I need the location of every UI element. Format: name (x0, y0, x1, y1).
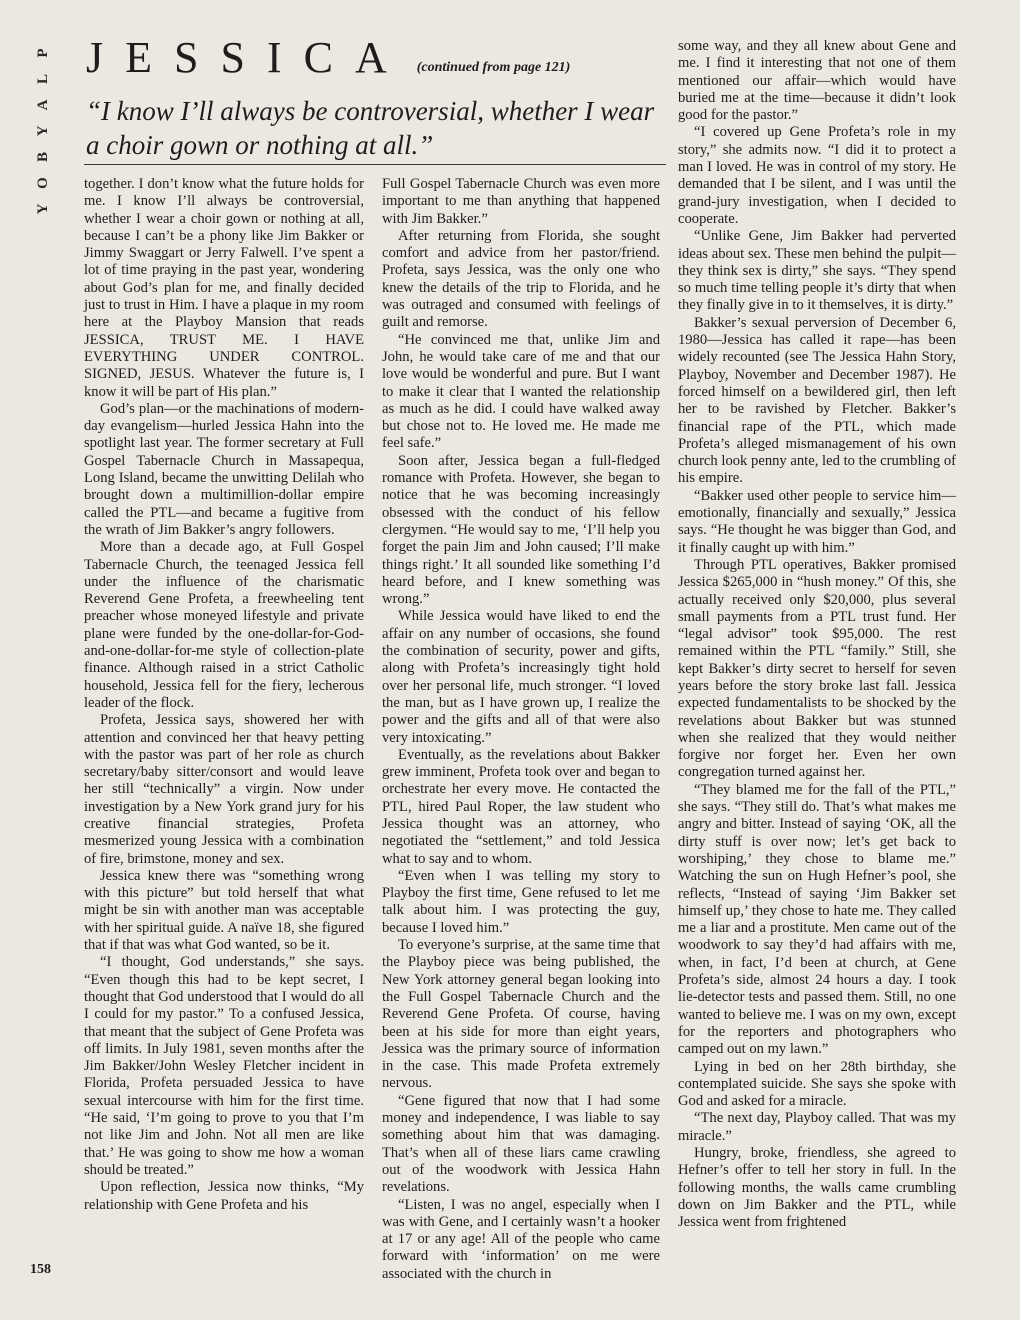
paragraph: “The next day, Playboy called. That was my miracle.” (678, 1110, 956, 1144)
paragraph: some way, and they all knew about Gene and me. I find it interesting that not one of them mentioned our affair—which would have buried me at the time—because it didn’t look good for the pastor.” (678, 38, 956, 124)
paragraph: Profeta, Jessica says, showered her with attention and convinced her that heavy petting with the pastor was part of her role as church secretary/baby sitter/consort and would leave her still “technically” a virgin. Now under investigation by a New York grand jury for his creative financial strategies, Profeta mesmerized young Jessica with a combination of fire, brimstone, money and sex. (84, 712, 364, 867)
column-3 (678, 38, 956, 1231)
magazine-name-letter: L (35, 74, 51, 85)
paragraph: “They blamed me for the fall of the PTL,” she says. “They still do. That’s what makes me angry and bitter. Instead of saying ‘OK, all the dirty stuff is over now; let’s get back to worshiping,’ they chose to blame me.” Watching the sun on Hugh Hefner’s pool, she reflects, “Instead of saying ‘Jim Bakker set himself up,’ they chose to hate me. They called me a liar and a prostitute. Men came out of the woodwork to say they’d had affairs with me, when, in fact, I’d been at church, at Gene Profeta’s side, almost 24 hours a day. I took lie-detector tests and passed them. Still, no one wanted to believe me. I was on my own, except for the reporters and photographers who camped out on my lawn.” (678, 781, 956, 1058)
paragraph: “Even when I was telling my story to Playboy the first time, Gene refused to let me talk about him. I was protecting the guy, because I loved him.” (382, 867, 660, 936)
paragraph: “Listen, I was no angel, especially when I was with Gene, and I certainly wasn’t a hooker at 17 or any age! All of the people who came forward with ‘information’ on me were associated with the church in (382, 1196, 660, 1282)
magazine-name-letter: P (35, 48, 51, 58)
paragraph: After returning from Florida, she sought comfort and advice from her pastor/friend. Profeta, says Jessica, was the only one who knew the details of the trip to Florida, and he was outraged and consumed with feelings of guilt and remorse. (382, 227, 660, 331)
paragraph: Eventually, as the revelations about Bakker grew imminent, Profeta took over and began to orchestrate her every move. He contacted the PTL, hired Paul Roper, the law student who Jessica thought was an attorney, who negotiated the “settlement,” and told Jessica what to say and to whom. (382, 746, 660, 867)
paragraph: Soon after, Jessica began a full-fledged romance with Profeta. However, she began to notice that he was becoming increasingly obsessed with the conduct of his fellow clergymen. “He would say to me, ‘I’ll help you forget the pain Jim and John caused; I’ll make things right.’ It all sounded like something I’d heard before, and I knew something was wrong.” (382, 452, 660, 608)
paragraph: “He convinced me that, unlike Jim and John, he would take care of me and that our love would be wonderful and pure. But I want to make it clear that I wanted the relationship as much as he did. I could have walked away but chose not to. He loved me. He made me feel safe.” (382, 331, 660, 452)
paragraph: Through PTL operatives, Bakker promised Jessica $265,000 in “hush money.” Of this, she actually received only $20,000, plus several small payments from a PTL trust fund. Her “legal advisor” took $95,000. The rest remained within the PTL “family.” Still, she kept Bakker’s dirty secret to herself for seven years before the story broke last fall. Jessica expected fundamentalists to be shocked by the revelations about Bakker but was stunned when she realized that they would neither forgive nor forget her. Even her own congregation turned against her. (678, 556, 956, 781)
paragraph: “Unlike Gene, Jim Bakker had perverted ideas about sex. These men behind the pulpit—they think sex is dirty,” she says. “They spend so much time telling people it’s dirty that when they finally give in to it themselves, it is dirty.” (678, 228, 956, 314)
column-2 (382, 176, 660, 1283)
paragraph: God’s plan—or the machinations of modern-day evangelism—hurled Jessica Hahn into the spotlight last year. The former secretary at Full Gospel Tabernacle Church in Massapequa, Long Island, became the unwitting Delilah who brought down a multimillion-dollar empire called the PTL—and became a fugitive from the wrath of Jim Bakker’s angry followers. (84, 400, 364, 538)
magazine-name-letter: A (35, 99, 51, 111)
paragraph: “I covered up Gene Profeta’s role in my story,” she admits now. “I did it to protect a man I loved. He was in control of my story. He demanded that I be silent, and I was until the grand-jury investigation, when I decided to cooperate. (678, 124, 956, 227)
column-1 (84, 176, 364, 1214)
paragraph: More than a decade ago, at Full Gospel Tabernacle Church, the teenaged Jessica fell under the influence of the charismatic Reverend Gene Profeta, a freewheeling tent preacher whose moneyed lifestyle and private plane were funded by the one-dollar-for-God-and-one-dollar-for-me style of collection-plate finance. Although raised in a strict Catholic household, Jessica fell for the fiery, lecherous leader of the flock. (84, 539, 364, 711)
header-rule (84, 164, 666, 165)
magazine-name-letter: B (35, 152, 51, 163)
article-title: JESSICA (86, 33, 409, 82)
paragraph: To everyone’s surprise, at the same time that the Playboy piece was being published, the New York attorney general began looking into the Full Gospel Tabernacle Church and the Reverend Gene Profeta. Of course, having been at his side for more than eight years, Jessica was the primary source of information in the case. This made Profeta extremely nervous. (382, 937, 660, 1092)
paragraph: Jessica knew there was “something wrong with this picture” but told herself that what might be sin with another man was acceptable with her spiritual guide. A naïve 18, she figured that if that was what God wanted, so be it. (84, 867, 364, 954)
page-number: 158 (30, 1262, 51, 1277)
paragraph: “Bakker used other people to service him—emotionally, financially and sexually,” Jessica says. “He thought he was bigger than God, and it finally caught up with him.” (678, 487, 956, 556)
continued-note: (continued from page 121) (416, 60, 571, 75)
paragraph: While Jessica would have liked to end the affair on any number of occasions, she found the combination of security, power and gifts, along with Profeta’s increasingly tight hold over her personal life, much stronger. “I loved the man, but as I have grown up, I realize the power and the gifts and all of that were also very intoxicating.” (382, 608, 660, 746)
paragraph: “Gene figured that now that I had some money and independence, I was liable to say something about him that was damaging. That’s when all of these liars came crawling out of the woodwork with Jessica Hahn revelations. (382, 1092, 660, 1196)
paragraph: Lying in bed on her 28th birthday, she contemplated suicide. She says she spoke with God and asked for a miracle. (678, 1058, 956, 1110)
magazine-name-vertical (30, 40, 56, 222)
paragraph: Hungry, broke, friendless, she agreed to Hefner’s offer to tell her story in full. In the following months, the walls came crumbling down on Jim Bakker and the PTL, while Jessica went from frightened (678, 1145, 956, 1231)
pull-quote: “I know I’ll always be controversial, whether I wear a choir gown or nothing at all.” (86, 96, 655, 160)
paragraph: Bakker’s sexual perversion of December 6, 1980—Jessica has called it rape—has been widely recounted (see The Jessica Hahn Story, Playboy, November and December 1987). He forced himself on a bewildered girl, then left her to be ravished by Fletcher. Bakker’s financial rape of the PTL, which made Profeta’s alleged mismanagement of his own church look penny ante, led to the crumbling of his empire. (678, 314, 956, 487)
paragraph: Upon reflection, Jessica now thinks, “My relationship with Gene Profeta and his (84, 1179, 364, 1213)
article-header (86, 32, 666, 162)
magazine-name-letter: Y (35, 203, 51, 215)
paragraph: “I thought, God understands,” she says. “Even though this had to be kept secret, I thought that God understood that I would do all I could for my pastor.” To a confused Jessica, that meant that the subject of Gene Profeta was off limits. In July 1981, seven months after the Jim Bakker/John Wesley Fletcher incident in Florida, Profeta persuaded Jessica to have sexual intercourse with him for the first time. “He said, ‘I’m going to prove to you that I’m not like Jim and John. Not all men are like that.’ He was going to show me how a woman should be treated.” (84, 954, 364, 1178)
paragraph: together. I don’t know what the future holds for me. I know I’ll always be controversial, whether I wear a choir gown or nothing at all, because I can’t be a phony like Jim Bakker or Jimmy Swaggart or Jerry Falwell. I’ve spent a lot of time praying in the past year, wondering about God’s plan for me, and finally decided just to trust in Him. I have a plaque in my room here at the Playboy Mansion that reads JESSICA, TRUST ME. I HAVE EVERYTHING UNDER CONTROL. SIGNED, JESUS. Whatever the future is, I know it will be part of His plan.” (84, 176, 364, 400)
magazine-name-letter: O (35, 177, 51, 189)
paragraph: Full Gospel Tabernacle Church was even more important to me than anything that happened with Jim Bakker.” (382, 176, 660, 227)
magazine-name-letter: Y (35, 125, 51, 137)
